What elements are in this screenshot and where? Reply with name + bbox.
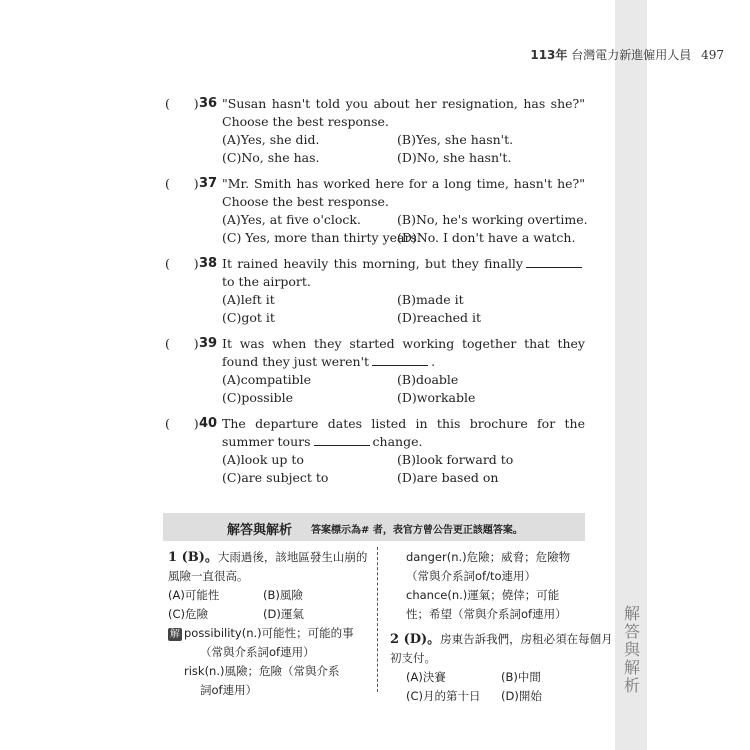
vocab-line: （常與介系詞of連用） (200, 645, 315, 659)
option-a: (A)left it (222, 292, 275, 307)
question-stem (222, 415, 585, 451)
question-stem: "Mr. Smith has worked here for a long time, hasn't he?" Choose the best response. (222, 176, 585, 209)
answer-blank[interactable]: ( ) (165, 416, 199, 431)
option-a: (A)look up to (222, 452, 304, 467)
answer-option-b: (B)風險 (263, 588, 303, 602)
vocab-line: （常與介系詞of/to連用） (406, 569, 537, 583)
stem-before-blank: The departure dates listed in this brochure for the summer tours (222, 416, 585, 449)
question-number: 38 (199, 256, 218, 271)
option-a: (A)compatible (222, 372, 312, 387)
answers-note: 答案標示為# 者，表官方曾公告更正該題答案。 (311, 525, 523, 536)
question-37 (165, 175, 588, 247)
vocab-line: risk(n.)風險；危險（常與介系 (184, 664, 340, 678)
option-list (222, 291, 585, 327)
answer-option-a: (A)決賽 (406, 670, 446, 684)
vocab-line: danger(n.)危險；威脅；危險物 (406, 550, 571, 564)
question-36 (165, 95, 585, 167)
vocab-text: possibility(n.)可能性；可能的事 (184, 626, 354, 640)
question-39 (165, 335, 585, 407)
question-number: 37 (199, 176, 218, 191)
answer-options-row (168, 605, 368, 624)
option-c: (C)are subject to (222, 470, 329, 485)
side-tab-label: 解答與解析 (623, 604, 640, 695)
answer-1 (168, 548, 368, 586)
column-divider (377, 547, 378, 692)
option-d: (D)reached it (397, 310, 482, 325)
option-d: (D)No. I don't have a watch. (397, 230, 576, 245)
answer-options-row (168, 586, 368, 605)
answer-column-right (390, 548, 615, 706)
answer-option-a: (A)可能性 (168, 588, 220, 602)
answer-option-b: (B)中間 (501, 670, 541, 684)
question-number: 40 (199, 416, 218, 431)
answer-label: 2 (D)。 (390, 632, 441, 647)
fill-in-blank (372, 353, 428, 366)
vocab-line: 性；希望（常與介系詞of連用） (406, 607, 567, 621)
option-list (222, 131, 585, 167)
question-stem (222, 255, 585, 291)
answer-options-row (390, 687, 615, 706)
answer-2 (390, 630, 615, 668)
option-d: (D)are based on (397, 470, 499, 485)
fill-in-blank (314, 433, 370, 446)
option-b: (B)No, he's working overtime. (397, 212, 588, 227)
question-number: 36 (199, 96, 218, 111)
option-a: (A)Yes, at five o'clock. (222, 212, 361, 227)
answer-blank[interactable]: ( ) (165, 256, 199, 271)
option-d: (D)No, she hasn't. (397, 150, 512, 165)
header-title: 台灣電力新進僱用人員 (571, 48, 692, 62)
answer-blank[interactable]: ( ) (165, 336, 199, 351)
stem-after-blank: to the airport. (222, 274, 311, 289)
question-stem (222, 335, 585, 371)
question-number: 39 (199, 336, 218, 351)
question-40 (165, 415, 585, 487)
answers-title: 解答與解析 (227, 523, 293, 538)
option-c: (C) Yes, more than thirty years. (222, 230, 421, 245)
vocab-line: chance(n.)運氣；僥倖；可能 (406, 588, 560, 602)
answer-column-left (168, 548, 368, 700)
option-list (222, 451, 585, 487)
option-b: (B)made it (397, 292, 464, 307)
option-b: (B)Yes, she hasn't. (397, 132, 514, 147)
answer-explanation: 大雨過後，該地區發生山崩的風險一直很高。 (168, 550, 368, 583)
option-b: (B)doable (397, 372, 459, 387)
vocab-line (168, 624, 368, 643)
answer-option-c: (C)危險 (168, 607, 209, 621)
option-c: (C)No, she has. (222, 150, 320, 165)
fill-in-blank (526, 255, 582, 268)
option-list (222, 371, 585, 407)
explanation-badge: 解 (170, 629, 180, 640)
option-c: (C)got it (222, 310, 275, 325)
answer-label: 1 (B)。 (168, 550, 218, 565)
answer-blank[interactable]: ( ) (165, 96, 199, 111)
answer-explanation: 房東告訴我們，房租必須在每個月初支付。 (390, 632, 613, 665)
option-a: (A)Yes, she did. (222, 132, 320, 147)
answer-blank[interactable]: ( ) (165, 176, 199, 191)
header-year: 113年 (530, 48, 568, 62)
question-38 (165, 255, 585, 327)
page-header (530, 46, 724, 63)
answer-option-d: (D)開始 (501, 689, 542, 703)
option-list (222, 211, 588, 247)
stem-before-blank: It was when they started working together that they found they just weren't (222, 336, 585, 369)
stem-after-blank: . (431, 354, 436, 369)
answer-option-d: (D)運氣 (263, 607, 304, 621)
stem-after-blank: change. (372, 434, 423, 449)
option-d: (D)workable (397, 390, 476, 405)
stem-before-blank: It rained heavily this morning, but they finally (222, 256, 523, 271)
side-tab (615, 0, 647, 750)
answer-option-c: (C)月的第十日 (406, 689, 481, 703)
answer-options-row (390, 668, 615, 687)
option-b: (B)look forward to (397, 452, 514, 467)
question-stem: "Susan hasn't told you about her resignation, has she?" Choose the best response. (222, 96, 585, 129)
option-c: (C)possible (222, 390, 294, 405)
vocab-line: 詞of連用） (200, 683, 258, 697)
answers-header (163, 513, 585, 541)
page-number: 497 (701, 48, 724, 62)
